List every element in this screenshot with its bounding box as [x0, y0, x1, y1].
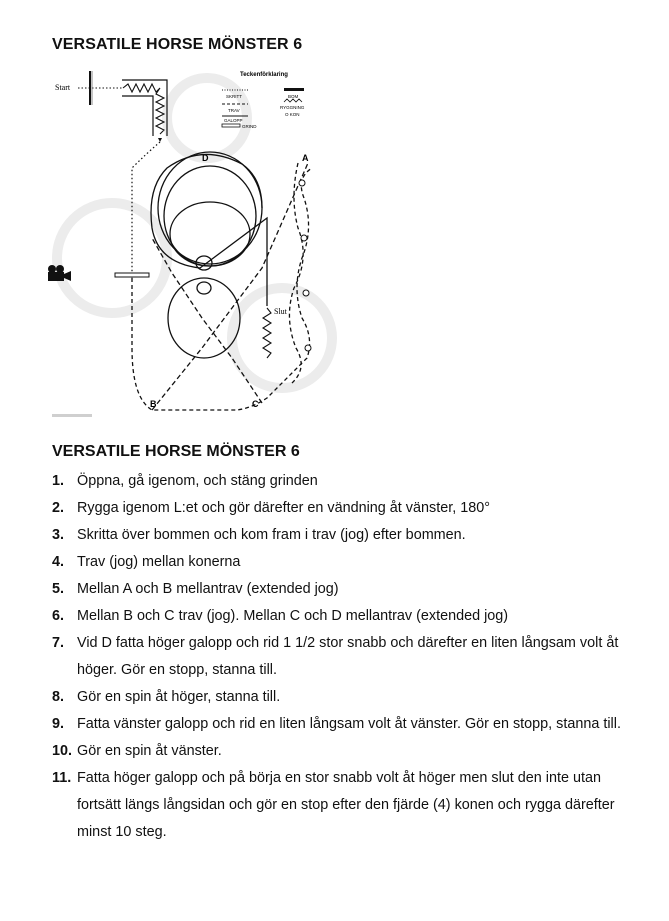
cone-icon: [305, 345, 311, 351]
point-a-label: A: [302, 153, 309, 163]
pattern-diagram: [52, 58, 342, 420]
small-circle-right: [170, 202, 250, 266]
legend-title: Teckenförklaring: [240, 72, 288, 78]
step-number: 2.: [52, 500, 65, 516]
pattern-title-bottom: VERSATILE HORSE MÖNSTER 6: [52, 443, 300, 460]
instruction-step: [52, 576, 642, 603]
instruction-step: [52, 630, 642, 684]
instruction-step: [52, 738, 642, 765]
spin-left-marker: [197, 282, 211, 294]
background-texture: [57, 78, 332, 388]
instruction-step: [52, 765, 642, 846]
trot-path-serpentine: [289, 163, 303, 383]
legend-pole-label: BOM: [288, 94, 299, 99]
instruction-step: [52, 468, 642, 495]
step-number: 9.: [52, 716, 65, 732]
legend-gate-shape: [222, 124, 240, 127]
step-text: Gör en spin åt höger, stanna till.: [77, 689, 281, 705]
step-number: 11.: [52, 770, 72, 786]
step-text: Fatta vänster galopp och rid en liten långsam volt åt vänster. Gör en stopp, stanna till.: [77, 716, 621, 732]
step-text: Gör en spin åt vänster.: [77, 743, 222, 759]
point-c-label: C: [252, 399, 259, 409]
step-text: Mellan A och B mellantrav (extended jog): [77, 581, 339, 597]
step-text: Rygga igenom L:et och gör därefter en vändning åt vänster, 180°: [77, 500, 490, 516]
instruction-step: [52, 495, 642, 522]
step-text: Vid D fatta höger galopp och rid 1 1/2 stor snabb och därefter en liten långsam volt åt höger. Gör en stopp, stanna till.: [77, 635, 619, 678]
legend-cone-label: O KON: [285, 112, 300, 117]
legend-gate-label: GRIND: [242, 124, 257, 129]
instruction-step: [52, 603, 642, 630]
cutoff-caption: [52, 414, 92, 417]
step-text: Mellan B och C trav (jog). Mellan C och D mellantrav (extended jog): [77, 608, 509, 624]
step-text: Skritta över bommen och kom fram i trav (jog) efter bommen.: [77, 527, 466, 543]
instruction-step: [52, 711, 642, 738]
point-d-label: D: [202, 153, 209, 163]
ground-pole: [115, 273, 149, 277]
cone-icon: [303, 290, 309, 296]
cones: [299, 180, 311, 351]
legend-walk-label: SKRITT: [226, 94, 243, 99]
instruction-list: [52, 468, 642, 846]
legend-canter-label: GALOPP: [224, 118, 243, 123]
step-text: Fatta höger galopp och på börja en stor snabb volt åt höger men slut den inte utan fortsätt längs långsidan och gör en stop efter den fjärde (4) konen och rygga därefter minst 10 steg.: [77, 770, 615, 840]
pattern-svg: [52, 58, 342, 420]
end-label: Slut: [274, 307, 287, 316]
instruction-step: [52, 684, 642, 711]
instruction-step: [52, 549, 642, 576]
pattern-title-top: VERSATILE HORSE MÖNSTER 6: [52, 36, 303, 53]
cone-icon: [301, 235, 307, 241]
canter-circles: [158, 152, 262, 358]
step-number: 3.: [52, 527, 65, 543]
l-chute-inner: [122, 96, 153, 136]
final-backup-zigzag: [263, 308, 271, 358]
step-number: 7.: [52, 635, 65, 651]
cone-icon: [299, 180, 305, 186]
arrow-head: [158, 138, 162, 142]
legend-pole-shape: [284, 88, 304, 91]
instruction-step: [52, 522, 642, 549]
backup-zigzag: [123, 84, 164, 134]
legend-backup-label: RYGGNING: [280, 105, 305, 110]
step-number: 5.: [52, 581, 65, 597]
step-text: Trav (jog) mellan konerna: [77, 554, 241, 570]
step-text: Öppna, gå igenom, och stäng grinden: [77, 473, 318, 489]
step-number: 10.: [52, 743, 73, 759]
step-number: 6.: [52, 608, 65, 624]
legend-backup-zigzag: [284, 99, 302, 102]
video-camera-icon: [46, 264, 72, 282]
large-circle-right-inner: [164, 166, 256, 266]
point-b-label: B: [150, 399, 157, 409]
legend-trot-label: TRAV: [228, 108, 240, 113]
legend: [222, 72, 305, 129]
step-number: 8.: [52, 689, 65, 705]
step-number: 1.: [52, 473, 65, 489]
start-label: Start: [55, 83, 71, 92]
step-number: 4.: [52, 554, 65, 570]
